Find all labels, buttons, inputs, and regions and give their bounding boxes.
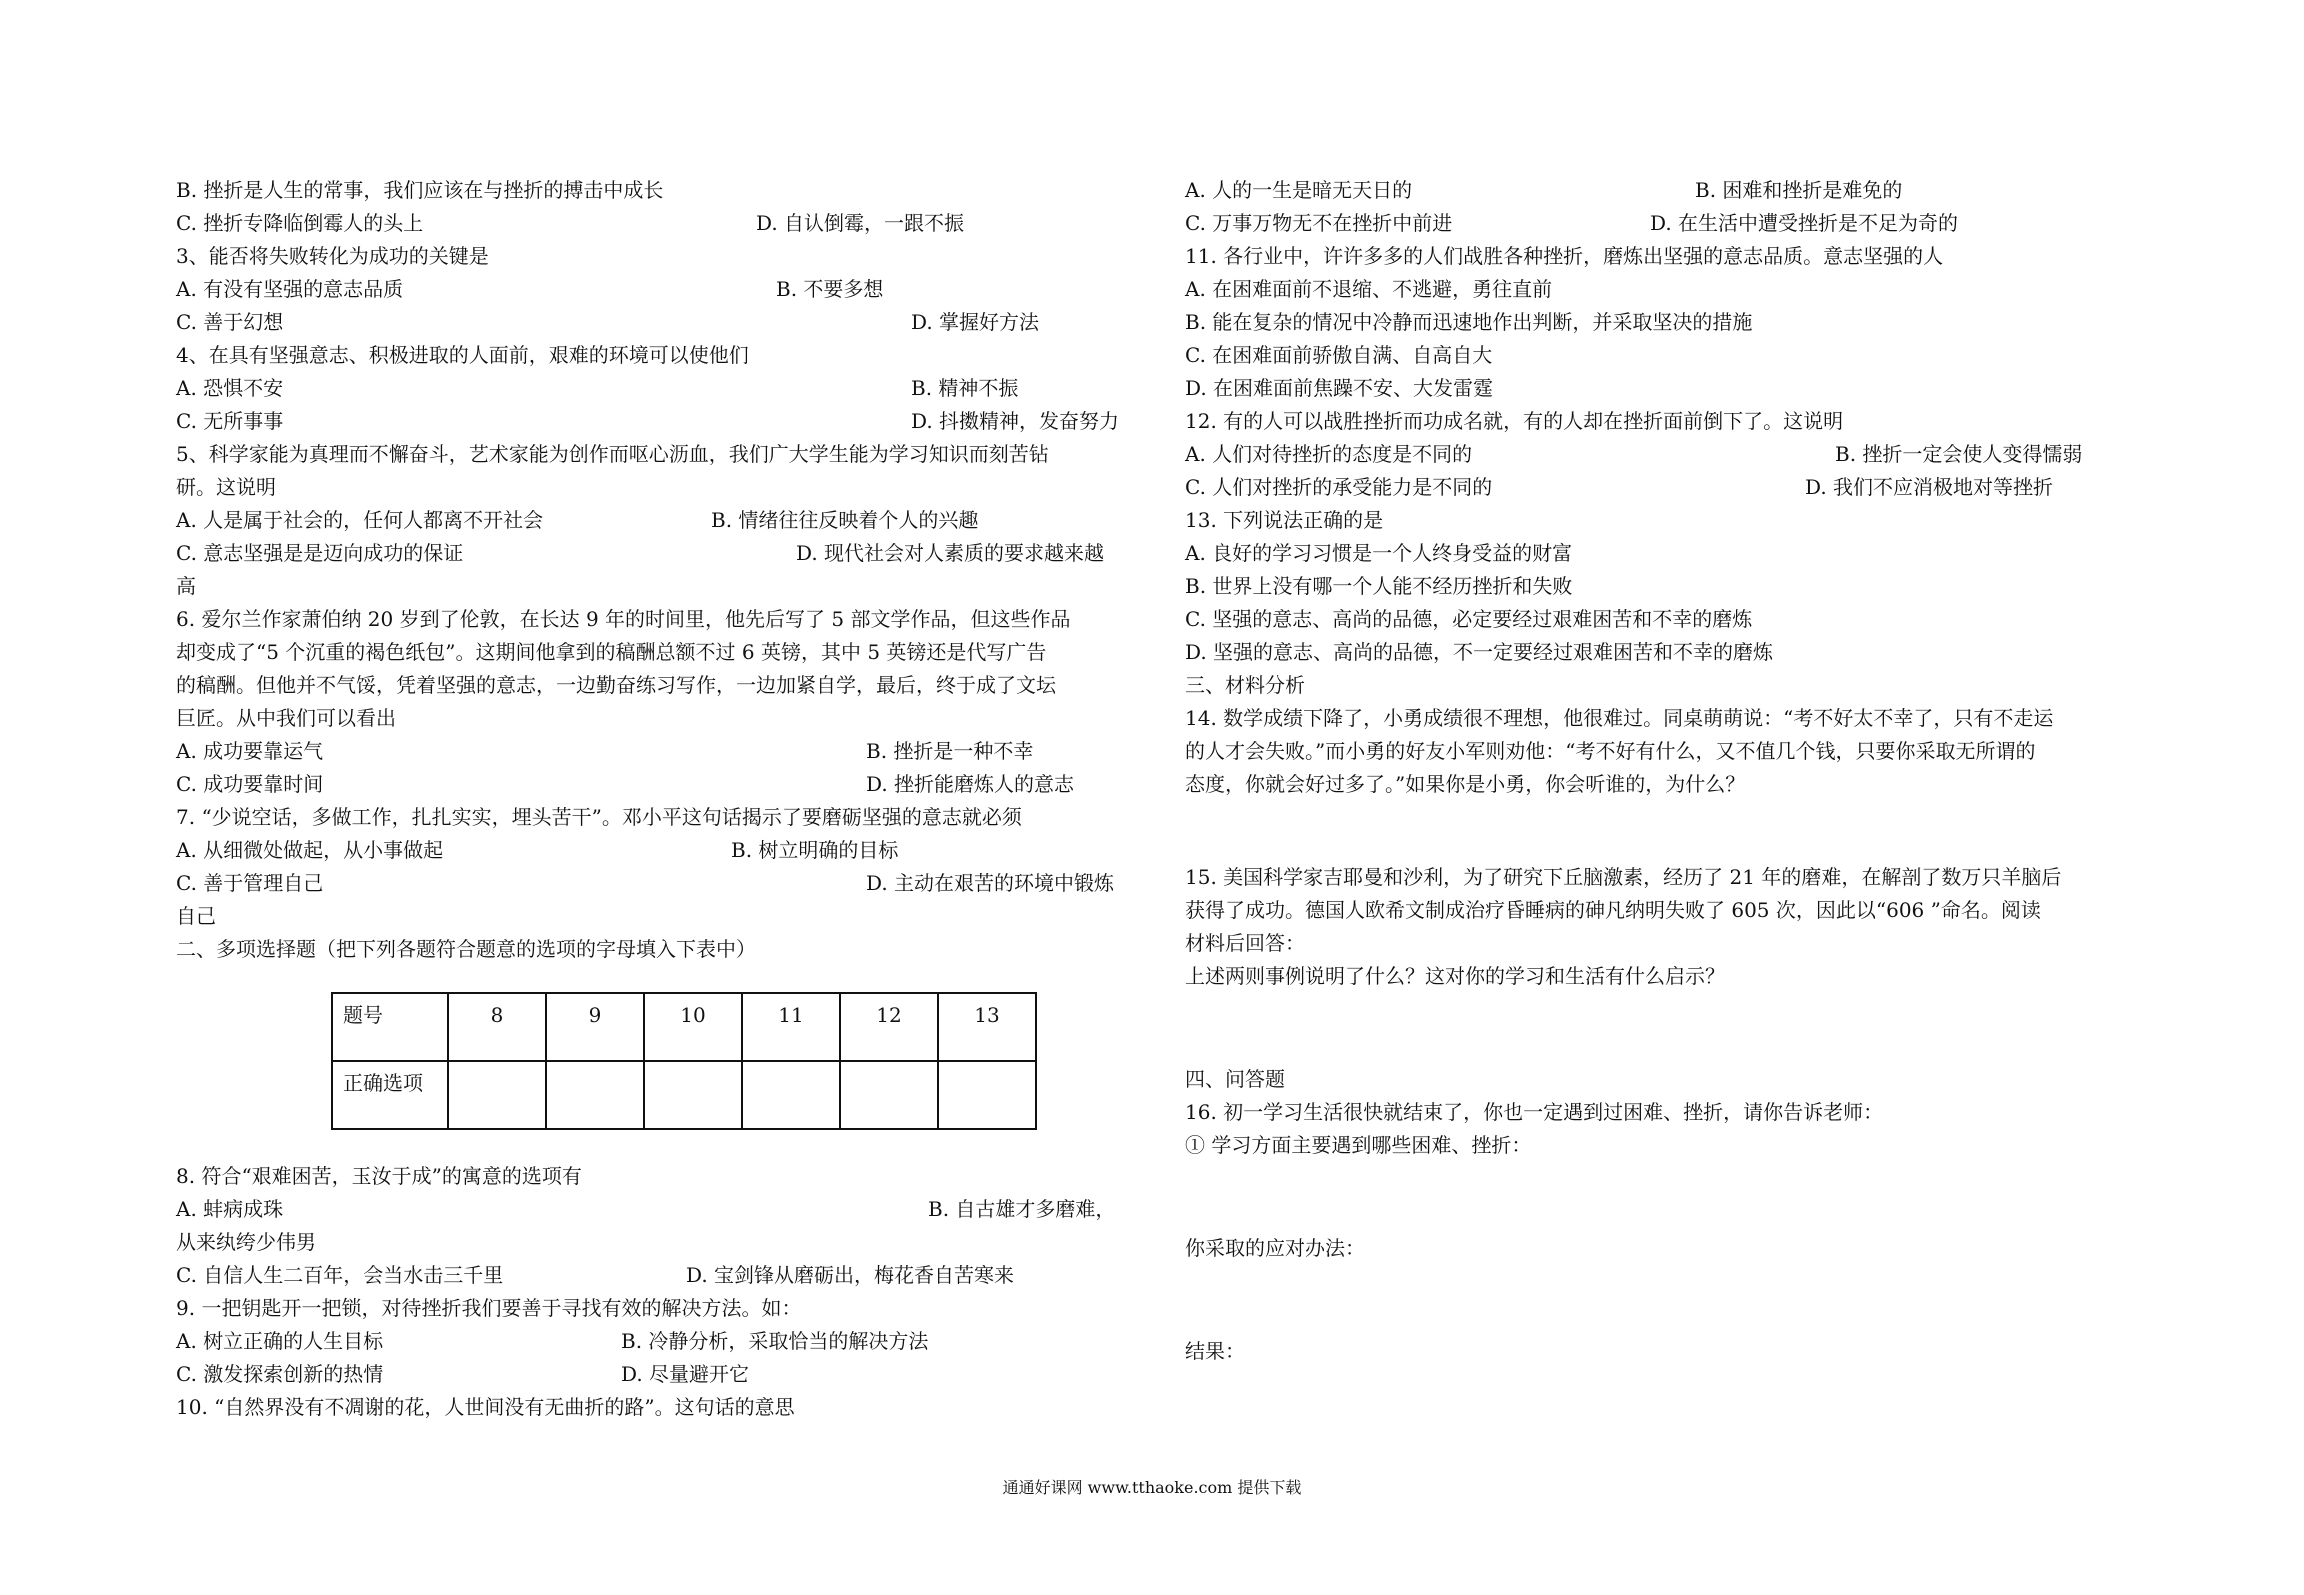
q5-options-cd bbox=[176, 537, 1141, 570]
answer-cell[interactable] bbox=[644, 1061, 742, 1129]
q3-option-b: B. 不要多想 bbox=[776, 277, 884, 301]
section-4-heading: 四、问答题 bbox=[1185, 1067, 1285, 1091]
question-7: 7. “少说空话，多做工作，扎扎实实，埋头苦干”。邓小平这句话揭示了要磨砺坚强的意志就必须 bbox=[176, 805, 1022, 829]
q6-option-a: A. 成功要靠运气 bbox=[176, 739, 324, 763]
q4-options-ab bbox=[176, 372, 1141, 405]
answer-cell[interactable] bbox=[448, 1061, 546, 1129]
q11-option-a: A. 在困难面前不退缩、不逃避，勇往直前 bbox=[1185, 277, 1553, 301]
q13-option-c: C. 坚强的意志、高尚的品德，必定要经过艰难困苦和不幸的磨炼 bbox=[1185, 607, 1753, 631]
q5-option-c: C. 意志坚强是是迈向成功的保证 bbox=[176, 541, 464, 565]
q7-option-a: A. 从细微处做起，从小事做起 bbox=[176, 838, 444, 862]
question-6-line-2: 却变成了“5 个沉重的褐色纸包”。这期间他拿到的稿酬总额不过 6 英镑，其中 5 英镑还是代写广告 bbox=[176, 640, 1047, 664]
q10-options-cd bbox=[1185, 207, 2120, 240]
section-2-heading: 二、多项选择题（把下列各题符合题意的选项的字母填入下表中） bbox=[176, 937, 756, 961]
q3-options-ab bbox=[176, 273, 1141, 306]
question-5-line-2: 研。这说明 bbox=[176, 475, 276, 499]
q10-option-d: D. 在生活中遭受挫折是不足为奇的 bbox=[1650, 211, 1959, 235]
question-14-line-1: 14. 数学成绩下降了，小勇成绩很不理想，他很难过。同桌萌萌说：“考不好太不幸了，只有不走运 bbox=[1185, 706, 2054, 730]
question-4: 4、在具有坚强意志、积极进取的人面前，艰难的环境可以使他们 bbox=[176, 343, 749, 367]
answer-table-number: 13 bbox=[938, 993, 1036, 1061]
q4-option-a: A. 恐惧不安 bbox=[176, 376, 284, 400]
question-15-line-3: 材料后回答： bbox=[1185, 931, 1305, 955]
q8-options-cd bbox=[176, 1259, 1141, 1292]
q3-option-c: C. 善于幻想 bbox=[176, 310, 284, 334]
q8-option-c: C. 自信人生二百年，会当水击三千里 bbox=[176, 1263, 504, 1287]
q3-options-cd bbox=[176, 306, 1141, 339]
q8-option-b: B. 自古雄才多磨难， bbox=[928, 1197, 1116, 1221]
q13-option-b: B. 世界上没有哪一个人能不经历挫折和失败 bbox=[1185, 574, 1573, 598]
q16-part-3: 结果： bbox=[1185, 1339, 1245, 1363]
answer-table-number: 11 bbox=[742, 993, 840, 1061]
question-5-line-1: 5、科学家能为真理而不懈奋斗，艺术家能为创作而呕心沥血，我们广大学生能为学习知识而刻苦钻 bbox=[176, 442, 1049, 466]
question-14-line-3: 态度，你就会好过多了。”如果你是小勇，你会听谁的，为什么？ bbox=[1185, 772, 1746, 796]
question-12: 12. 有的人可以战胜挫折而功成名就，有的人却在挫折面前倒下了。这说明 bbox=[1185, 409, 1844, 433]
q8-option-b-continued: 从来纨绔少伟男 bbox=[176, 1230, 316, 1254]
answer-table-number: 8 bbox=[448, 993, 546, 1061]
q12-option-b: B. 挫折一定会使人变得懦弱 bbox=[1835, 442, 2083, 466]
q7-option-d-continued: 自己 bbox=[176, 904, 216, 928]
question-13: 13. 下列说法正确的是 bbox=[1185, 508, 1384, 532]
q4-option-c: C. 无所事事 bbox=[176, 409, 284, 433]
q6-options-cd bbox=[176, 768, 1141, 801]
q3-option-a: A. 有没有坚强的意志品质 bbox=[176, 277, 404, 301]
answer-table-answer-row bbox=[332, 1061, 1036, 1129]
q6-options-ab bbox=[176, 735, 1141, 768]
q6-option-c: C. 成功要靠时间 bbox=[176, 772, 324, 796]
q5-option-d-continued: 高 bbox=[176, 574, 196, 598]
q9-option-d: D. 尽量避开它 bbox=[621, 1362, 750, 1386]
q8-option-d: D. 宝剑锋从磨砺出，梅花香自苦寒来 bbox=[686, 1263, 1015, 1287]
answer-space-15 bbox=[1185, 993, 2120, 1063]
q5-option-a: A. 人是属于社会的，任何人都离不开社会 bbox=[176, 508, 544, 532]
q12-options-ab bbox=[1185, 438, 2120, 471]
q2-option-b: B. 挫折是人生的常事，我们应该在与挫折的搏击中成长 bbox=[176, 178, 664, 202]
q6-option-d: D. 挫折能磨炼人的意志 bbox=[866, 772, 1075, 796]
q8-option-a: A. 蚌病成珠 bbox=[176, 1197, 284, 1221]
q7-options-ab bbox=[176, 834, 1141, 867]
q10-option-b: B. 困难和挫折是难免的 bbox=[1695, 178, 1903, 202]
q4-option-d: D. 抖擞精神，发奋努力 bbox=[911, 409, 1120, 433]
q16-part-2: 你采取的应对办法： bbox=[1185, 1236, 1365, 1260]
q11-option-c: C. 在困难面前骄傲自满、自高自大 bbox=[1185, 343, 1493, 367]
q6-option-b: B. 挫折是一种不幸 bbox=[866, 739, 1034, 763]
q12-options-cd bbox=[1185, 471, 2120, 504]
answer-table-number-label: 题号 bbox=[332, 993, 448, 1061]
answer-table-header-row bbox=[332, 993, 1036, 1061]
answer-cell[interactable] bbox=[742, 1061, 840, 1129]
answer-cell[interactable] bbox=[938, 1061, 1036, 1129]
q9-option-a: A. 树立正确的人生目标 bbox=[176, 1329, 384, 1353]
q9-option-b: B. 冷静分析，采取恰当的解决方法 bbox=[621, 1329, 929, 1353]
question-9: 9. 一把钥匙开一把锁，对待挫折我们要善于寻找有效的解决方法。如： bbox=[176, 1296, 802, 1320]
question-6-line-3: 的稿酬。但他并不气馁，凭着坚强的意志，一边勤奋练习写作，一边加紧自学，最后，终于成了文坛 bbox=[176, 673, 1056, 697]
answer-table-number: 9 bbox=[546, 993, 644, 1061]
q7-options-cd bbox=[176, 867, 1141, 900]
question-15-line-4: 上述两则事例说明了什么？这对你的学习和生活有什么启示？ bbox=[1185, 964, 1725, 988]
q11-option-b: B. 能在复杂的情况中冷静而迅速地作出判断，并采取坚决的措施 bbox=[1185, 310, 1753, 334]
answer-table bbox=[331, 992, 1037, 1130]
answer-space-16-2 bbox=[1185, 1265, 2120, 1335]
question-15-line-1: 15. 美国科学家吉耶曼和沙利，为了研究下丘脑激素，经历了 21 年的磨难，在解剖了数万只羊脑后 bbox=[1185, 865, 2062, 889]
question-6-line-4: 巨匠。从中我们可以看出 bbox=[176, 706, 396, 730]
answer-space-14 bbox=[1185, 801, 2120, 861]
question-3: 3、能否将失败转化为成功的关键是 bbox=[176, 244, 489, 268]
question-8: 8. 符合“艰难困苦，玉汝于成”的寓意的选项有 bbox=[176, 1164, 582, 1188]
q2-option-c: C. 挫折专降临倒霉人的头上 bbox=[176, 211, 424, 235]
answer-table-number: 10 bbox=[644, 993, 742, 1061]
question-15-line-2: 获得了成功。德国人欧希文制成治疗昏睡病的砷凡纳明失败了 605 次，因此以“606 ”命名。阅读 bbox=[1185, 898, 2041, 922]
q2-options-cd bbox=[176, 207, 1141, 240]
q5-option-b: B. 情绪往往反映着个人的兴趣 bbox=[711, 508, 979, 532]
q8-options-ab bbox=[176, 1193, 1141, 1226]
answer-cell[interactable] bbox=[840, 1061, 938, 1129]
q5-option-d: D. 现代社会对人素质的要求越来越 bbox=[796, 541, 1105, 565]
q10-option-c: C. 万事万物无不在挫折中前进 bbox=[1185, 211, 1453, 235]
q3-option-d: D. 掌握好方法 bbox=[911, 310, 1040, 334]
q2-option-d: D. 自认倒霉，一跟不振 bbox=[756, 211, 965, 235]
right-column bbox=[1185, 174, 2120, 1368]
q10-options-ab bbox=[1185, 174, 2120, 207]
question-10: 10. “自然界没有不凋谢的花，人世间没有无曲折的路”。这句话的意思 bbox=[176, 1395, 795, 1419]
q5-options-ab bbox=[176, 504, 1141, 537]
section-3-heading: 三、材料分析 bbox=[1185, 673, 1305, 697]
q7-option-c: C. 善于管理自己 bbox=[176, 871, 324, 895]
q12-option-a: A. 人们对待挫折的态度是不同的 bbox=[1185, 442, 1473, 466]
question-6-line-1: 6. 爱尔兰作家萧伯纳 20 岁到了伦敦，在长达 9 年的时间里，他先后写了 5 部文学作品，但这些作品 bbox=[176, 607, 1071, 631]
question-11: 11. 各行业中，许许多多的人们战胜各种挫折，磨炼出坚强的意志品质。意志坚强的人 bbox=[1185, 244, 1944, 268]
answer-table-number: 12 bbox=[840, 993, 938, 1061]
left-column bbox=[176, 174, 1141, 1424]
q16-part-1: ① 学习方面主要遇到哪些困难、挫折： bbox=[1185, 1133, 1532, 1157]
q4-options-cd bbox=[176, 405, 1141, 438]
q13-option-a: A. 良好的学习习惯是一个人终身受益的财富 bbox=[1185, 541, 1573, 565]
q4-option-b: B. 精神不振 bbox=[911, 376, 1019, 400]
q7-option-d: D. 主动在艰苦的环境中锻炼 bbox=[866, 871, 1115, 895]
answer-space-16-1 bbox=[1185, 1162, 2120, 1232]
q7-option-b: B. 树立明确的目标 bbox=[731, 838, 899, 862]
q9-option-c: C. 激发探索创新的热情 bbox=[176, 1362, 384, 1386]
q9-options-ab bbox=[176, 1325, 1141, 1358]
question-14-line-2: 的人才会失败。”而小勇的好友小军则劝他：“考不好有什么，又不值几个钱，只要你采取无所谓的 bbox=[1185, 739, 2036, 763]
page-footer: 通通好课网 www.tthaoke.com 提供下载 bbox=[1002, 1478, 1302, 1497]
question-16: 16. 初一学习生活很快就结束了，你也一定遇到过困难、挫折，请你告诉老师： bbox=[1185, 1100, 1884, 1124]
q12-option-c: C. 人们对挫折的承受能力是不同的 bbox=[1185, 475, 1493, 499]
q11-option-d: D. 在困难面前焦躁不安、大发雷霆 bbox=[1185, 376, 1494, 400]
q12-option-d: D. 我们不应消极地对等挫折 bbox=[1805, 475, 2054, 499]
answer-table-answer-label: 正确选项 bbox=[332, 1061, 448, 1129]
q13-option-d: D. 坚强的意志、高尚的品德，不一定要经过艰难困苦和不幸的磨炼 bbox=[1185, 640, 1774, 664]
q10-option-a: A. 人的一生是暗无天日的 bbox=[1185, 178, 1413, 202]
q9-options-cd bbox=[176, 1358, 1141, 1391]
answer-cell[interactable] bbox=[546, 1061, 644, 1129]
